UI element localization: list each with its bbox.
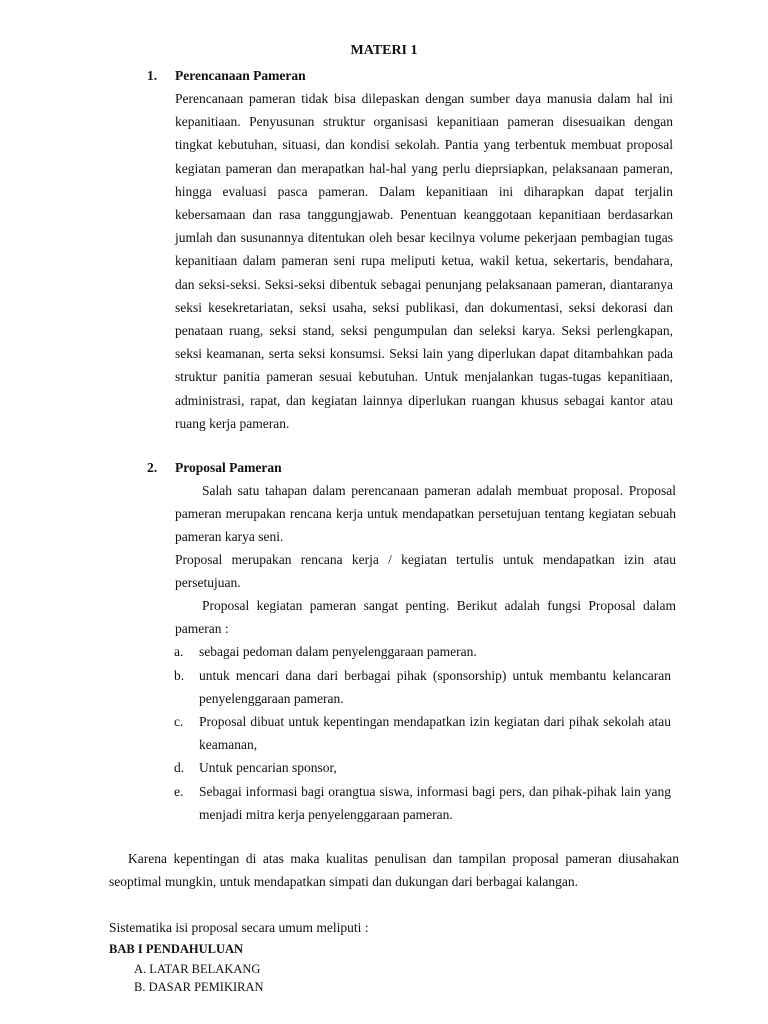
list-item-letter: b.: [174, 668, 185, 683]
list-item-letter: e.: [174, 784, 184, 799]
document-title: MATERI 1: [350, 43, 418, 58]
list-item-letter: a.: [174, 644, 184, 659]
list-item-text: Untuk pencarian sponsor,: [199, 760, 337, 775]
section-paragraph: Proposal kegiatan pameran sangat penting. Berikut adalah fungsi Proposal dalam pameran :: [175, 598, 676, 637]
list-item-text: sebagai pedoman dalam penyelenggaraan pameran.: [199, 644, 477, 659]
list-item-letter: d.: [174, 760, 185, 775]
systematics-line: Sistematika isi proposal secara umum meliputi :: [109, 920, 369, 935]
section-number: 1.: [147, 68, 158, 83]
section-heading: Proposal Pameran: [175, 460, 282, 475]
section-paragraph: Perencanaan pameran tidak bisa dilepaskan dengan sumber daya manusia dalam hal ini kepanitiaan. Penyusunan struktur organisasi kepanitiaan pameran disesuaikan dengan tingkat kebutuhan, situasi, dan kondisi sekolah. Pantia yang terbentuk membuat proposal kegiatan pameran dan merapatkan hal-hal yang perlu dieprsiapkan, pelaksanaan pameran, hingga evaluasi pasca pameran. Dalam kepanitiaan ini diharapkan dapat terjalin kebersamaan dan rasa tanggungjawab. Penentuan keanggotaan kepanitiaan berdasarkan jumlah dan susunannya ditentukan oleh besar kecilnya volume pekerjaan pembagian tugas kepanitiaan dalam pameran seni rupa meliputi ketua, wakil ketua, sekertaris, bendahara, dan seksi-seksi. Seksi-seksi dibentuk sebagai penunjang pelaksanaan pameran, diantaranya seksi kesekretariatan, seksi usaha, seksi publikasi, dan dokumentasi, seksi dekorasi dan penataan ruang, seksi stand, seksi pengumpulan dan seleksi karya. Seksi perlengkapan, seksi keamanan, serta seksi konsumsi. Seksi lain yang diperlukan dapat ditambahkan pada struktur panitia pameran sesuai kebutuhan. Untuk menjalankan tugas-tugas kepanitiaan, administrasi, rapat, dan kegiatan lainnya diperlukan ruangan khusus sebagai kantor atau ruang kerja pameran.: [175, 91, 673, 431]
chapter-heading: BAB I PENDAHULUAN: [109, 942, 244, 956]
subheading-item: B. DASAR PEMIKIRAN: [134, 980, 264, 994]
list-item-text: untuk mencari dana dari berbagai pihak (sponsorship) untuk membantu kelancaran penyelenggaraan pameran.: [199, 668, 671, 706]
subheading-item: A. LATAR BELAKANG: [134, 962, 261, 976]
closing-paragraph: Karena kepentingan di atas maka kualitas penulisan dan tampilan proposal pameran diusahakan seoptimal mungkin, untuk mendapatkan simpati dan dukungan dari berbagai kalangan.: [109, 851, 679, 890]
list-item-letter: c.: [174, 714, 184, 729]
section-paragraph: Salah satu tahapan dalam perencanaan pameran adalah membuat proposal. Proposal pameran merupakan rencana kerja untuk mendapatkan persetujuan tentang kegiatan sebuah pameran karya seni.: [175, 483, 676, 545]
section-paragraph: Proposal merupakan rencana kerja / kegiatan tertulis untuk mendapatkan izin atau persetujuan.: [175, 552, 676, 591]
section-heading: Perencanaan Pameran: [175, 68, 306, 83]
list-item-text: Proposal dibuat untuk kepentingan mendapatkan izin kegiatan dari pihak sekolah atau keamanan,: [199, 714, 671, 752]
section-number: 2.: [147, 460, 158, 475]
list-item-text: Sebagai informasi bagi orangtua siswa, informasi bagi pers, dan pihak-pihak lain yang menjadi mitra kerja penyelenggaraan pameran.: [199, 784, 671, 822]
